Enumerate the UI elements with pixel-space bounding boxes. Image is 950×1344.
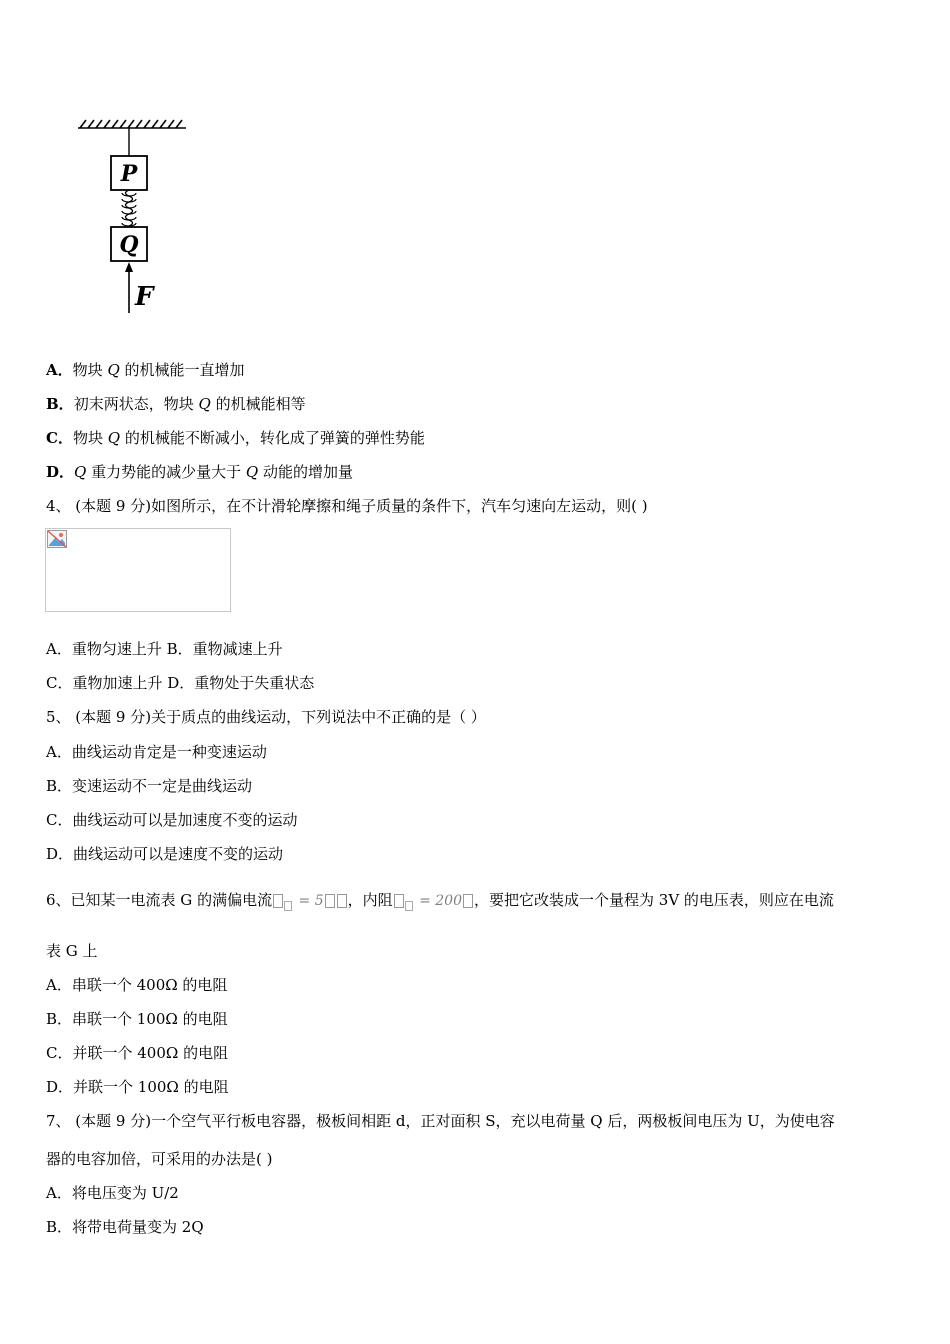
q5-stem: 5、 (本题 9 分)关于质点的曲线运动，下列说法中不正确的是（ ） [46,708,486,726]
q5-option-d: D．曲线运动可以是速度不变的运动 [46,845,284,863]
q3-option-b: B．初末两状态，物块 Q 的机械能相等 [46,395,306,413]
q6-option-d: D．并联一个 100Ω 的电阻 [46,1078,229,1096]
q3-option-c: C．物块 Q 的机械能不断减小，转化成了弹簧的弹性势能 [46,429,425,447]
spring-blocks-figure [74,116,194,321]
label-q: Q [119,232,139,258]
q4-figure-placeholder [45,528,231,612]
q6-option-a: A．串联一个 400Ω 的电阻 [46,976,228,994]
q5-option-c: C．曲线运动可以是加速度不变的运动 [46,811,298,829]
label-p: P [120,161,138,187]
q3-option-a: A．物块 Q 的机械能一直增加 [46,361,245,379]
q7-stem-line1: 7、 (本题 9 分)一个空气平行板电容器，极板间相距 d，正对面积 S，充以电荷量 Q 后，两极板间电压为 U，为使电容 [46,1112,835,1130]
q5-option-a: A．曲线运动肯定是一种变速运动 [46,743,267,761]
q3-option-d: D．Q 重力势能的减少量大于 Q 动能的增加量 [46,463,354,481]
formula-full-scale-current: = 5 [272,891,348,911]
q4-options-ab: A．重物匀速上升 B．重物减速上升 [46,640,283,658]
label-f: F [135,282,154,312]
q5-option-b: B．变速运动不一定是曲线运动 [46,777,253,795]
q6-option-b: B．串联一个 100Ω 的电阻 [46,1010,228,1028]
q4-options-cd: C．重物加速上升 D．重物处于失重状态 [46,674,315,692]
formula-internal-resistance: = 200 [393,891,474,911]
q7-stem-line2: 器的电容加倍，可采用的办法是( ) [46,1150,273,1168]
broken-image-icon [47,530,67,548]
q7-option-a: A．将电压变为 U/2 [46,1184,179,1202]
q6-stem-line2: 表 G 上 [46,942,98,960]
q7-option-b: B．将带电荷量变为 2Q [46,1218,204,1236]
q6-stem-line1: 6、已知某一电流表 G 的满偏电流 = 5 ，内阻 = 200 ，要把它改装成一个量程为 3V 的电压表，则应在电流 [46,891,834,909]
q6-option-c: C．并联一个 400Ω 的电阻 [46,1044,229,1062]
q4-stem: 4、 (本题 9 分)如图所示，在不计滑轮摩擦和绳子质量的条件下，汽车匀速向左运动，则( ) [46,497,648,515]
ceiling [78,120,186,128]
